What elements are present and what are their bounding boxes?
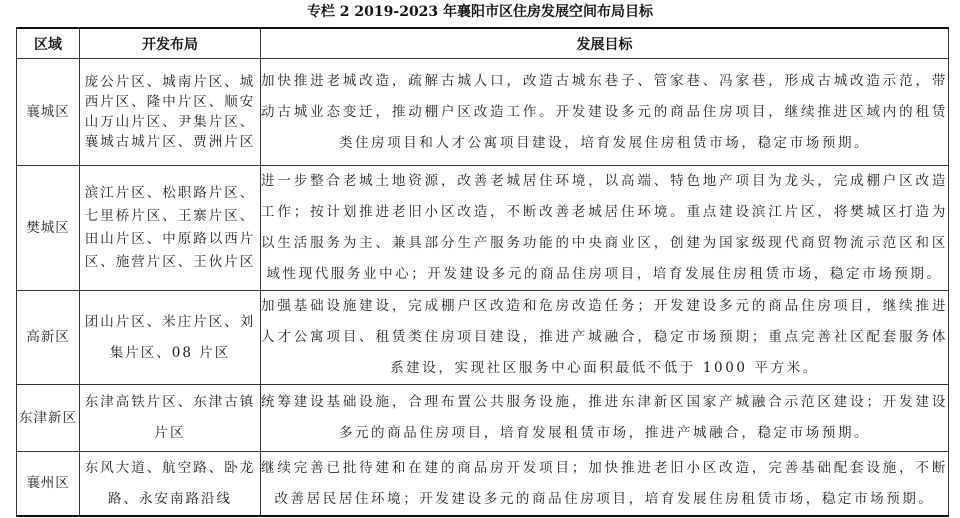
housing-layout-table [16,27,949,517]
table-row [17,452,949,517]
layout-cell: 滨江片区、松职路片区、七里桥片区、王寨片区、田山片区、中原路以西片区、施营片区、王伙片区 [80,166,261,291]
header-region: 区域 [17,28,80,59]
region-cell: 樊城区 [17,166,80,291]
goal-cell: 加快推进老城改造，疏解古城人口，改造古城东巷子、管家巷、冯家巷，形成古城改造示范，带动古城业态变迁，推动棚户区改造工作。开发建设多元的商品住房项目，继续推进区域内的租赁类住房项目和人才公寓项目建设，培育发展住房租赁市场，稳定市场预期。 [261,59,949,166]
region-cell: 高新区 [17,291,80,385]
region-cell: 襄州区 [17,452,80,517]
region-cell: 东津新区 [17,385,80,452]
region-cell: 襄城区 [17,59,80,166]
header-layout: 开发布局 [80,28,261,59]
table-row [17,166,949,291]
goal-cell: 统筹建设基础设施，合理布置公共服务设施，推进东津新区国家产城融合示范区建设；开发建设多元的商品住房项目，培育发展租赁市场，推进产城融合，稳定市场预期。 [261,385,949,452]
table-row [17,291,949,385]
layout-cell: 东津高铁片区、东津古镇片区 [80,385,261,452]
layout-cell: 庞公片区、城南片区、城西片区、隆中片区、顺安山万山片区、尹集片区、襄城古城片区、贾洲片区 [80,59,261,166]
table-row [17,59,949,166]
layout-cell: 团山片区、米庄片区、刘集片区、08 片区 [80,291,261,385]
table-row [17,385,949,452]
layout-cell: 东风大道、航空路、卧龙路、永安南路沿线 [80,452,261,517]
table-header-row [17,28,949,59]
goal-cell: 进一步整合老城土地资源，改善老城居住环境，以高端、特色地产项目为龙头，完成棚户区改造工作；按计划推进老旧小区改造，不断改善老城居住环境。重点建设滨江片区，将樊城区打造为以生活服务为主、兼具部分生产服务功能的中央商业区，创建为国家级现代商贸物流示范区和区域性现代服务业中心；开发建设多元的商品住房项目，培育发展住房租赁市场，稳定市场预期。 [261,166,949,291]
goal-cell: 继续完善已批待建和在建的商品房开发项目；加快推进老旧小区改造，完善基础配套设施，不断改善居民居住环境；开发建设多元的商品住房项目，培育发展住房租赁市场，稳定市场预期。 [261,452,949,517]
document-title: 专栏 2 2019-2023 年襄阳市区住房发展空间布局目标 [306,4,654,20]
goal-cell: 加强基础设施建设，完成棚户区改造和危房改造任务；开发建设多元的商品住房项目，继续推进人才公寓项目、租赁类住房项目建设，推进产城融合，稳定市场预期；重点完善社区配套服务体系建设，实现社区服务中心面积最低不低于 1000 平方米。 [261,291,949,385]
header-goal: 发展目标 [261,28,949,59]
